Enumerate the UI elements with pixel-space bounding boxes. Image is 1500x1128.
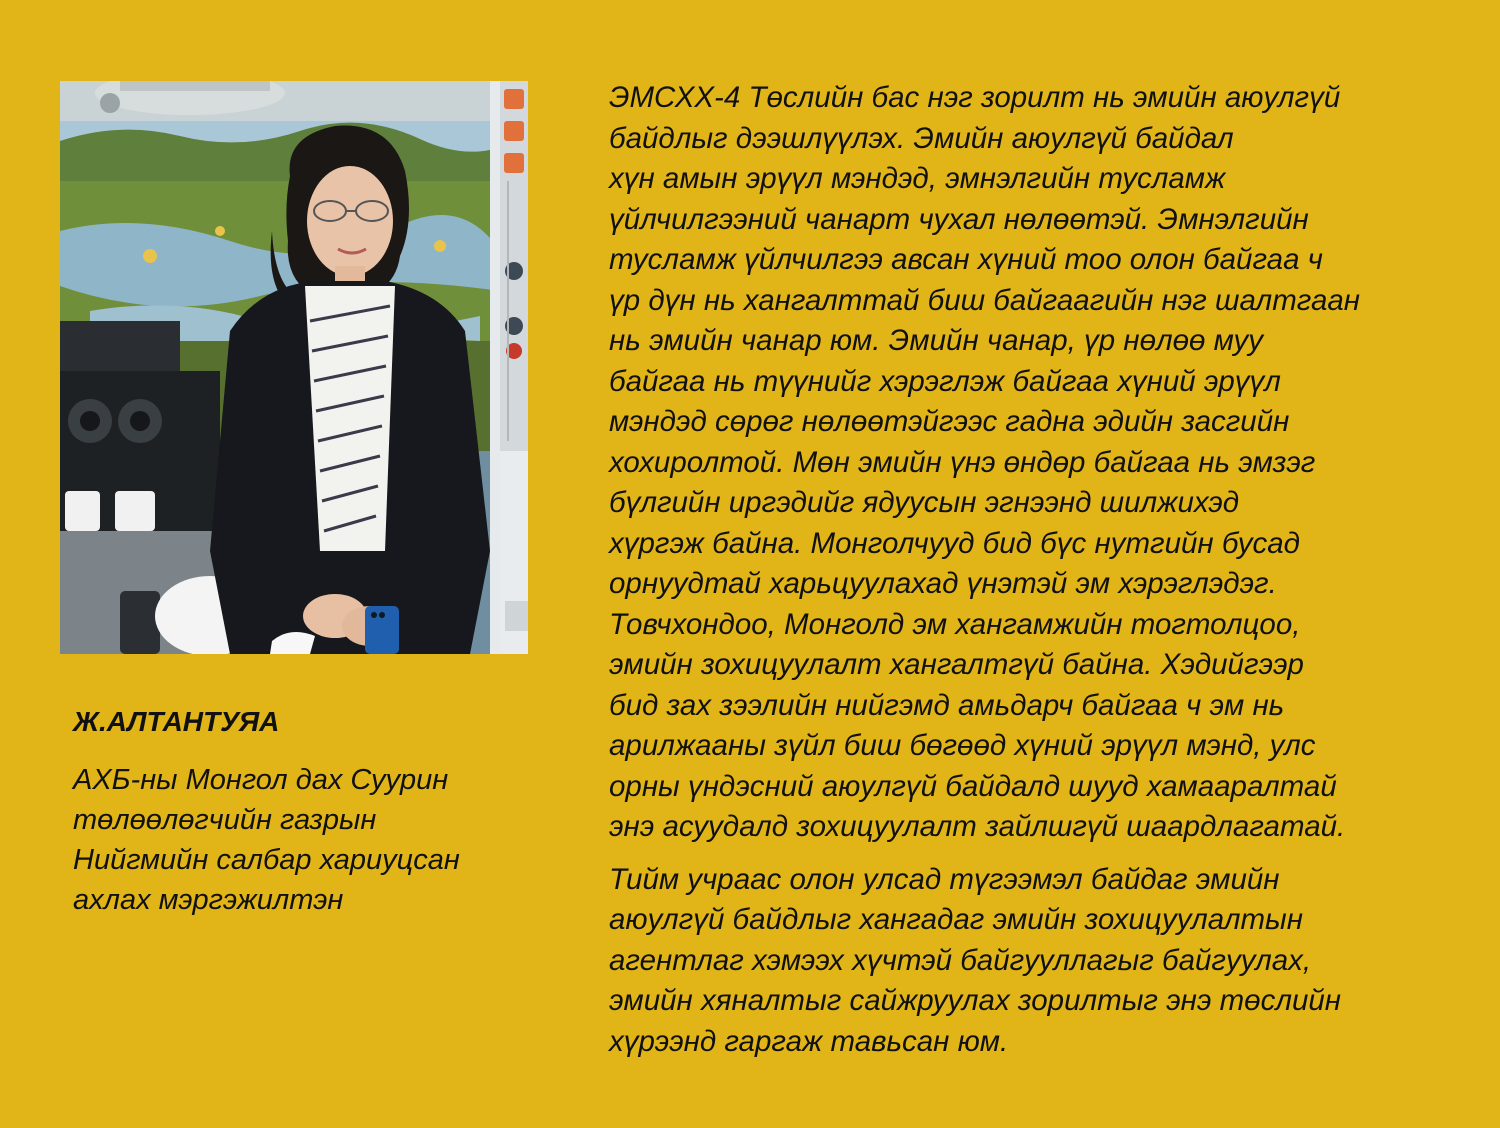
article-paragraph: ЭМСХХ-4 Төслийн бас нэг зорилт нь эмийн аюулгүй байдлыг дээшлүүлэх. Эмийн аюулгүй байдал хүн амын эрүүл мэндэд, эмнэлгийн тусламж үйлчилгээний чанарт чухал нөлөөтэй. Эмнэлгийн тусламж үйлчилгээ авсан хүний тоо олон байгаа ч үр дүн нь хангалттай биш байгаагийн нэг шалтгаан нь эмийн чанар юм. Эмийн чанар, үр нөлөө муу байгаа нь түүнийг хэрэглэж байгаа хүний эрүүл мэндэд сөрөг нөлөөтэйгээс гадна эдийн засгийн хохиролтой. Мөн эмийн үнэ өндөр байгаа нь эмзэг бүлгийн иргэдийг ядуусын эгнээнд шилжихэд хүргэж байна. Монголчууд бид бүс нутгийн бусад орнуудтай харьцуулахад үнэтэй эм хэрэглэдэг. Товчхондоо, Монголд эм хангамжийн тогтолцоо, эмийн зохицуулалт хангалтгүй байна. Хэдийгээр бид зах зээлийн нийгэмд амьдарч байгаа ч эм нь арилжааны зүйл биш бөгөөд хүний эрүүл мэнд, улс орны үндэсний аюулгүй байдалд шууд хамааралтай энэ асуудалд зохицуулалт зайлшгүй шаардлагатай. bbox=[609, 81, 1361, 843]
article-paragraph: Тийм учраас олон улсад түгээмэл байдаг эмийн аюулгүй байдлыг хангадаг эмийн зохицуулалтын агентлаг хэмээх хүчтэй байгууллагыг байгуулах, эмийн хяналтыг сайжруулах зорилтыг энэ төслийн хүрээнд гаргаж тавьсан юм. bbox=[609, 862, 1342, 1058]
article-body bbox=[609, 78, 1429, 1062]
person-role bbox=[73, 760, 543, 920]
portrait-photo bbox=[60, 81, 528, 654]
person-role-text: АХБ-ны Монгол дах Суурин төлөөлөгчийн газрын Нийгмийн салбар хариуцсан ахлах мэргэжилтэн bbox=[73, 764, 460, 916]
person-name: Ж.АЛТАНТУЯА bbox=[73, 706, 280, 737]
